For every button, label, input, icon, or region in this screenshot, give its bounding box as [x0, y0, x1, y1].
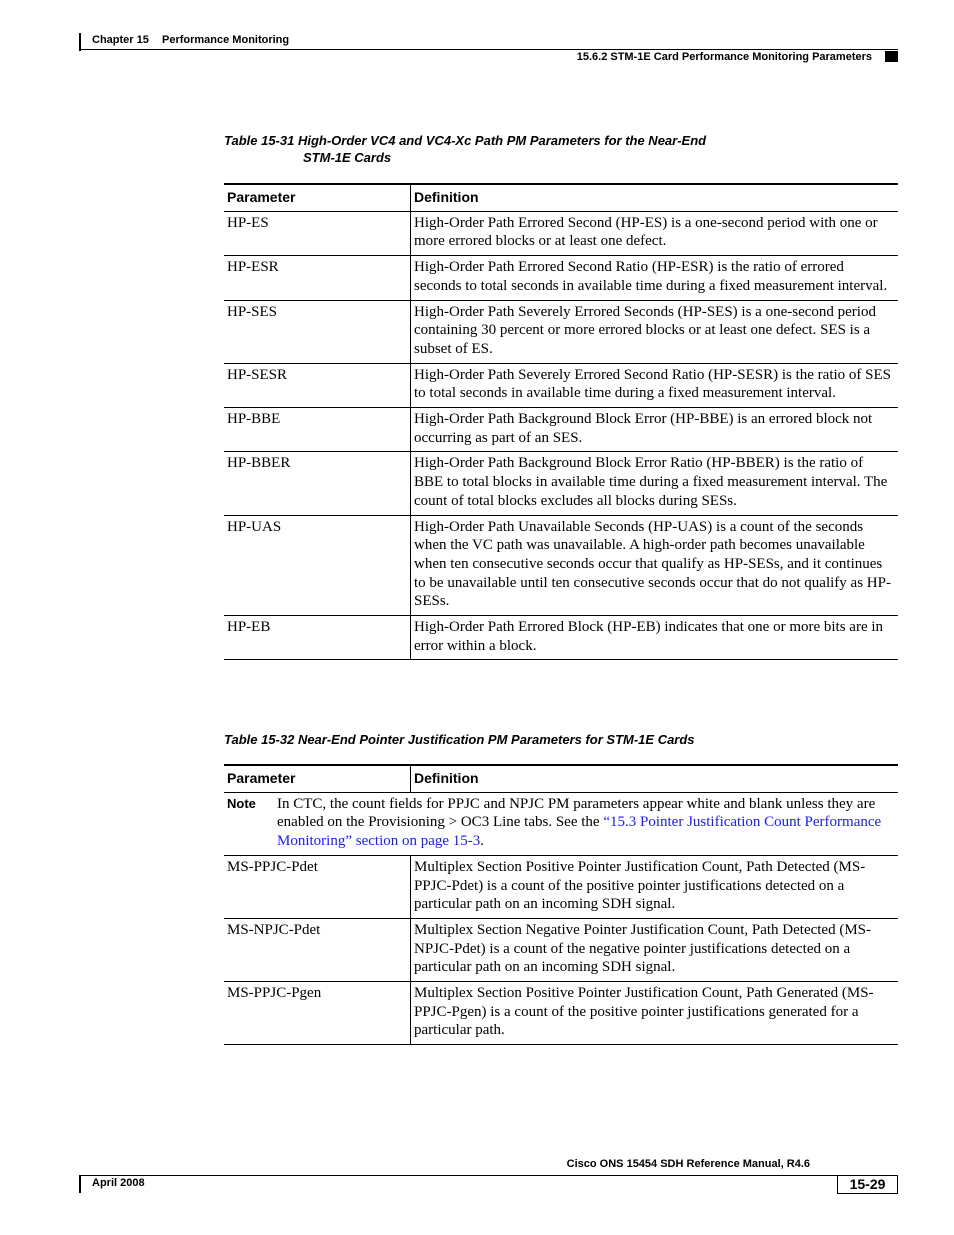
param-cell: HP-UAS — [224, 515, 411, 616]
param-cell: HP-EB — [224, 616, 411, 660]
table-row — [224, 300, 898, 363]
table-row — [224, 855, 898, 918]
definition-cell: High-Order Path Unavailable Seconds (HP-UAS) is a count of the seconds when the VC path was unavailable. A high-order path becomes unavailable when ten consecutive seconds occur that qualify as HP-SESs, and it continues to be unavailable until ten consecutive seconds occur that do not qualify as HP-SESs. — [411, 515, 899, 616]
header-section: Performance Monitoring — [162, 34, 290, 46]
footer-rule-vertical — [79, 1175, 81, 1193]
section-cross-reference-link[interactable]: “15.3 Pointer Justification Count Performance Monitoring” section on page 15-3 — [277, 814, 882, 850]
definition-cell: Multiplex Section Negative Pointer Justification Count, Path Detected (MS-NPJC-Pdet) is a count of the negative pointer justifications detected on a particular path on an incoming SDH signal. — [411, 918, 899, 981]
param-cell: MS-NPJC-Pdet — [224, 918, 411, 981]
header-chapter: Chapter 15 — [92, 34, 149, 46]
table-row — [224, 256, 898, 300]
note-cell — [224, 792, 898, 855]
table1-caption-line2: STM-1E Cards — [303, 150, 392, 165]
definition-cell: High-Order Path Severely Errored Second Ratio (HP-SESR) is the ratio of SES to total seconds in available time during a fixed measurement interval. — [411, 363, 899, 407]
header-marker-block — [885, 51, 898, 62]
header-subsection: 15.6.2 STM-1E Card Performance Monitoring Parameters — [576, 51, 872, 63]
table2-header-row — [224, 765, 898, 792]
definition-cell: High-Order Path Errored Block (HP-EB) indicates that one or more bits are in error within a block. — [411, 616, 899, 660]
note-row — [224, 792, 898, 855]
footer-date: April 2008 — [92, 1177, 145, 1189]
definition-cell: High-Order Path Errored Second (HP-ES) is a one-second period with one or more errored blocks or at least one defect. — [411, 211, 899, 255]
param-cell: HP-BBE — [224, 408, 411, 452]
param-cell: HP-SESR — [224, 363, 411, 407]
table2-header-definition: Definition — [411, 765, 899, 792]
definition-cell: Multiplex Section Positive Pointer Justification Count, Path Detected (MS-PPJC-Pdet) is a count of the positive pointer justifications detected on a particular path on an incoming SDH signal. — [411, 855, 899, 918]
note-text — [277, 795, 887, 851]
table-row — [224, 918, 898, 981]
table1 — [224, 183, 898, 660]
table1-header-parameter: Parameter — [224, 184, 411, 211]
param-cell: HP-SES — [224, 300, 411, 363]
note-label: Note — [227, 795, 256, 811]
definition-cell: Multiplex Section Positive Pointer Justification Count, Path Generated (MS-PPJC-Pgen) is a count of the positive pointer justifications generated for a particular path. — [411, 982, 899, 1045]
param-cell: MS-PPJC-Pdet — [224, 855, 411, 918]
note-body: In CTC, the count fields for PPJC and NPJC PM parameters appear white and blank unless they are enabled on the Provisioning > OC3 Line tabs. See the — [277, 795, 876, 831]
table1-caption — [224, 132, 706, 166]
table-row — [224, 616, 898, 660]
table-row — [224, 211, 898, 255]
table-row — [224, 982, 898, 1045]
param-cell: MS-PPJC-Pgen — [224, 982, 411, 1045]
footer-rule — [79, 1175, 898, 1176]
header-rule — [79, 49, 898, 50]
table2-caption: Table 15-32 Near-End Pointer Justification PM Parameters for STM-1E Cards — [224, 732, 695, 747]
definition-cell: High-Order Path Errored Second Ratio (HP-ESR) is the ratio of errored seconds to total seconds in available time during a fixed measurement interval. — [411, 256, 899, 300]
table-row — [224, 515, 898, 616]
table-row — [224, 452, 898, 515]
table2 — [224, 764, 898, 1045]
param-cell: HP-ES — [224, 211, 411, 255]
table1-header-definition: Definition — [411, 184, 899, 211]
table1-caption-line1: Table 15-31 High-Order VC4 and VC4-Xc Path PM Parameters for the Near-End — [224, 133, 707, 148]
table2-header-parameter: Parameter — [224, 765, 411, 792]
param-cell: HP-BBER — [224, 452, 411, 515]
definition-cell: High-Order Path Background Block Error Ratio (HP-BBER) is the ratio of BBE to total blocks in available time during a fixed measurement interval. The count of total blocks excludes all blocks during SESs. — [411, 452, 899, 515]
param-cell: HP-ESR — [224, 256, 411, 300]
table1-header-row — [224, 184, 898, 211]
definition-cell: High-Order Path Background Block Error (HP-BBE) is an errored block not occurring as part of an SES. — [411, 408, 899, 452]
page-number: 15-29 — [837, 1175, 898, 1194]
note-end: . — [480, 833, 485, 850]
footer-manual-title: Cisco ONS 15454 SDH Reference Manual, R4.6 — [566, 1158, 810, 1170]
table-row — [224, 408, 898, 452]
table-row — [224, 363, 898, 407]
definition-cell: High-Order Path Severely Errored Seconds (HP-SES) is a one-second period containing 30 percent or more errored blocks or at least one defect. SES is a subset of ES. — [411, 300, 899, 363]
